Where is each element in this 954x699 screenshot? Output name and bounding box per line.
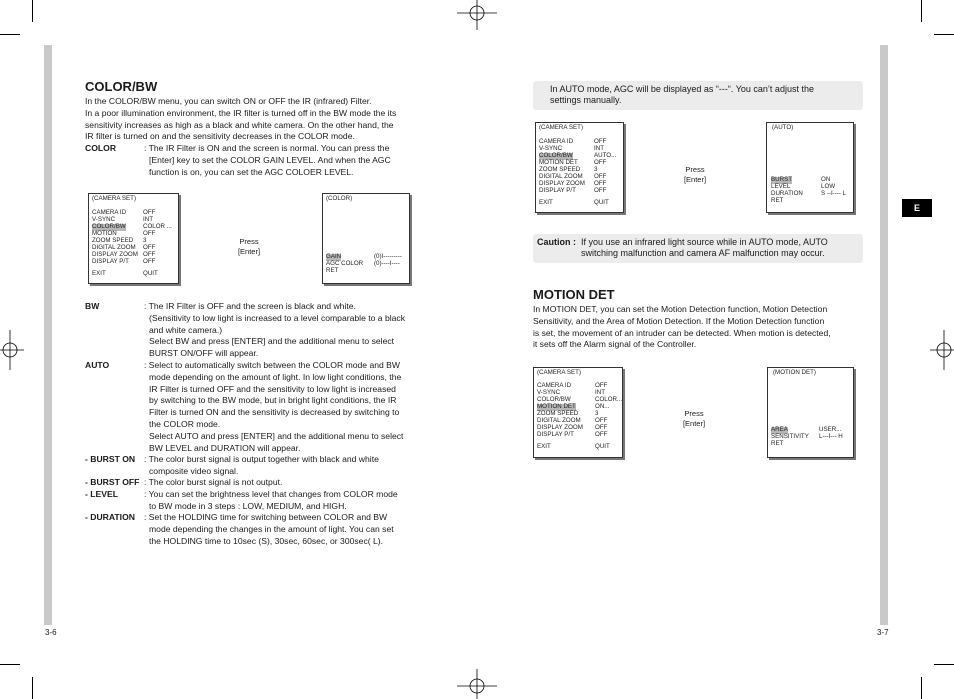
menu-row: DIGITAL ZOOM OFF	[92, 244, 156, 251]
crop-mark	[921, 677, 922, 699]
text-line: : The IR Filter is ON and the screen is normal. You can press the	[144, 143, 390, 153]
menu-row: V-SYNC INT	[539, 145, 604, 152]
definition-description: : The color burst signal is output together with black and white composite video signal.	[144, 454, 379, 476]
menu-row: EXIT QUIT	[539, 199, 609, 206]
osd-menu-auto	[766, 122, 854, 213]
menu-row: DISPLAY P/T OFF	[539, 187, 607, 194]
definition-term: - BURST OFF	[85, 477, 140, 487]
osd-menu-camera-set	[535, 122, 624, 213]
osd-menu-camera-set	[533, 367, 623, 458]
menu-row: ZOOM SPEED 3	[92, 237, 147, 244]
crop-mark	[0, 34, 20, 35]
text-line: If you use an infrared light source while in AUTO mode, AUTO	[581, 237, 828, 247]
definition-description: : The color burst signal is not output.	[144, 477, 283, 487]
menu-row: DISPLAY P/T OFF	[537, 431, 608, 438]
section-title: MOTION DET	[533, 287, 615, 302]
menu-row: MOTION DET OFF	[539, 159, 607, 166]
definition-term: - DURATION	[85, 512, 135, 522]
menu-row: DIGITAL ZOOM OFF	[537, 417, 608, 424]
menu-row: DIGITAL ZOOM OFF	[539, 173, 607, 180]
crop-mark	[934, 34, 954, 35]
menu-row: LEVEL LOW	[771, 183, 836, 190]
menu-row: DURATION S --I---- L	[771, 190, 847, 197]
motion-paragraph	[533, 304, 873, 351]
text-line: function is on, you can set the AGC COLOER LEVEL.	[149, 166, 354, 177]
caution-box	[533, 234, 863, 263]
menu-row: BURST ON	[771, 176, 831, 183]
menu-row: COLOR/BW COLOR...	[537, 396, 623, 403]
menu-title: (COLOR)	[326, 195, 353, 202]
page-gutter-right	[880, 45, 888, 625]
text-line: IR filter is turned on and the sensitivity decreases in the COLOR mode.	[85, 131, 355, 142]
definition-term: AUTO	[85, 360, 110, 370]
menu-row: AGC COLOR (0)----I----	[326, 260, 400, 267]
caution-label: Caution :	[537, 237, 576, 247]
menu-row: MOTION OFF	[92, 230, 156, 237]
section-title: COLOR/BW	[85, 79, 158, 94]
page-gutter-left	[44, 45, 52, 625]
definition-description: : Select to automatically switch between the COLOR mode and BW mode depending on the amount of light. In low light conditions, the IR Filter is turned OFF and the sensitivity to low light is increased by switching to the BW mode, but in bright light conditions, the IR Filter is turned ON and the sensitivity is decreased by switching to the COLOR mode. Select AUTO and press [ENTER] and the additional menu to select BW LEVEL and DURATION will appear.	[144, 360, 404, 453]
menu-title: (AUTO)	[772, 124, 794, 131]
text-line: In a poor illumination environment, the IR filter is turned off in the BW mode the its	[85, 107, 397, 118]
definition-description: : You can set the brightness level that changes from COLOR mode to BW mode in 3 steps : LOW, MEDIUM, and HIGH.	[144, 489, 398, 511]
text-line: In the COLOR/BW menu, you can switch ON or OFF the IR (infrared) Filter.	[85, 96, 372, 106]
crop-mark	[32, 677, 33, 699]
text-line: is set, the movement of an intruder can be detected. When motion is detected,	[533, 327, 831, 338]
menu-title: (CAMERA SET)	[92, 195, 137, 202]
text-line: In MOTION DET, you can set the Motion Detection function, Motion Detection	[533, 304, 828, 314]
crop-mark	[934, 664, 954, 665]
note-box	[533, 81, 863, 110]
text-line: In AUTO mode, AGC will be displayed as “---“. You can’t adjust the	[550, 84, 814, 94]
menu-row: SENSITIVITY L---I--- H	[771, 433, 843, 440]
menu-row: COLOR/BW AUTO...	[539, 152, 617, 159]
menu-row: RET	[771, 440, 784, 447]
menu-row: DISPLAY P/T OFF	[92, 258, 156, 265]
definition-description: : Set the HOLDING time for switching between COLOR and BW mode depending the changes in the amount of light. You can set the HOLDING time to 10sec (S), 30sec, 60sec, or 300sec( L).	[144, 512, 394, 546]
menu-row: V-SYNC INT	[537, 389, 605, 396]
menu-row: ZOOM SPEED 3	[539, 166, 598, 173]
text-line: Sensitivity, and the Area of Motion Detection. If the Motion Detection function	[533, 315, 825, 326]
menu-row: DISPLAY ZOOM OFF	[92, 251, 156, 258]
osd-menu-motion-det	[767, 367, 854, 458]
menu-row: GAIN (0)I---------	[326, 253, 402, 260]
page-number: 3-7	[877, 628, 889, 637]
menu-title: (CAMERA SET)	[539, 124, 584, 131]
registration-mark-icon	[457, 0, 497, 30]
text-line: sensitivity increases as high as a black and white camera. On the other hand, the	[85, 119, 394, 130]
menu-row: RET	[326, 267, 339, 274]
language-tab: E	[902, 199, 932, 217]
text-line: settings manually.	[550, 95, 622, 105]
press-enter-label: Press [Enter]	[683, 165, 707, 184]
menu-row: DISPLAY ZOOM OFF	[539, 180, 607, 187]
menu-row: COLOR/BW COLOR ...	[92, 223, 172, 230]
menu-row: EXIT QUIT	[537, 443, 610, 450]
menu-row: EXIT QUIT	[92, 270, 158, 277]
text-line: it sets off the Alarm signal of the Controller.	[533, 339, 697, 350]
registration-mark-icon	[457, 669, 497, 699]
menu-row: CAMERA ID OFF	[537, 382, 608, 389]
definition-term: - BURST ON	[85, 454, 136, 464]
crop-mark	[32, 0, 33, 22]
crop-mark	[921, 0, 922, 22]
text-line: switching malfunction and camera AF malfunction may occur.	[581, 248, 825, 258]
text-line: [Enter] key to set the COLOR GAIN LEVEL. And when the AGC	[149, 154, 391, 165]
menu-row: RET	[771, 197, 784, 204]
menu-row: ZOOM SPEED 3	[537, 410, 599, 417]
menu-row: AREA USER...	[771, 426, 842, 433]
menu-title: (MOTION DET)	[773, 369, 816, 376]
definition-term: BW	[85, 301, 100, 311]
definition-term: - LEVEL	[85, 489, 118, 499]
intro-paragraph	[85, 96, 396, 143]
page-number: 3-6	[45, 628, 57, 637]
registration-mark-icon	[930, 330, 954, 370]
registration-mark-icon	[0, 330, 24, 370]
definition-description	[144, 143, 444, 178]
osd-menu-camera-set	[88, 193, 179, 284]
press-enter-label: Press [Enter]	[237, 237, 261, 256]
crop-mark	[0, 664, 20, 665]
osd-menu-color	[322, 193, 410, 284]
menu-title: (CAMERA SET)	[537, 369, 582, 376]
definition-term: COLOR	[85, 143, 117, 153]
menu-row: MOTION DET ON...	[537, 403, 610, 410]
menu-row: DISPLAY ZOOM OFF	[537, 424, 608, 431]
menu-row: CAMERA ID OFF	[539, 138, 607, 145]
definition-description: : The IR Filter is OFF and the screen is black and white. (Sensitivity to low light is increased to a level comparable to a black and white camera.) Select BW and press [ENTER] and the additional menu to select BURST ON/OFF will appear.	[144, 301, 406, 359]
press-enter-label: Press [Enter]	[682, 409, 706, 428]
menu-row: CAMERA ID OFF	[92, 209, 156, 216]
menu-row: V-SYNC INT	[92, 216, 153, 223]
